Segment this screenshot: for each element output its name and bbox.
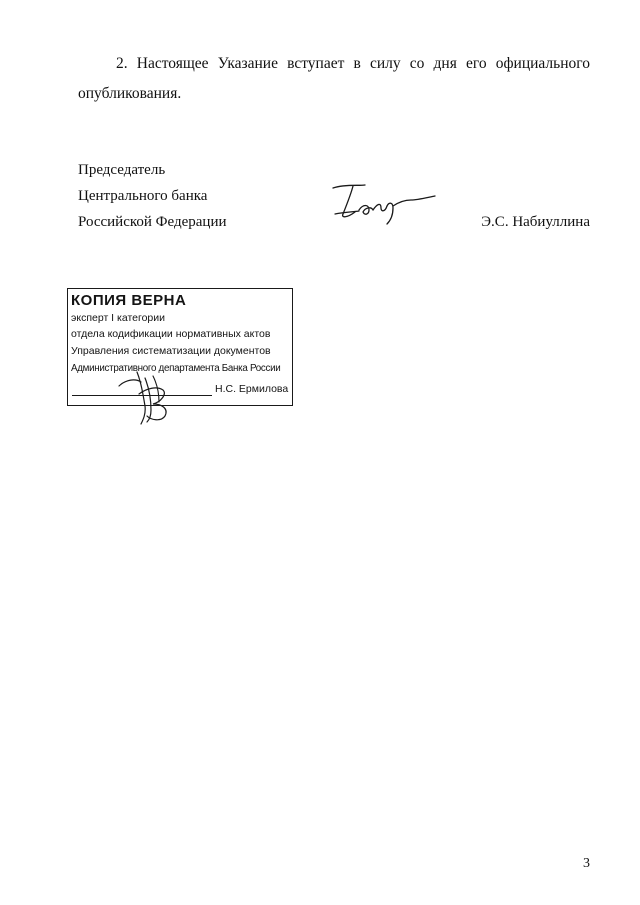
paragraph-2-line-2: опубликования. — [78, 85, 182, 102]
stamp-line-2: отдела кодификации нормативных актов — [71, 328, 271, 340]
handwritten-signature — [325, 176, 445, 232]
signer-position-line-3: Российской Федерации — [78, 214, 227, 230]
stamp-handwritten-signature — [115, 358, 185, 428]
signer-name: Э.С. Набиуллина — [481, 214, 590, 230]
page-number: 3 — [583, 856, 590, 871]
stamp-title: КОПИЯ ВЕРНА — [71, 292, 187, 309]
signer-position-line-2: Центрального банка — [78, 188, 208, 204]
stamp-line-3: Управления систематизации документов — [71, 345, 271, 357]
stamp-line-1: эксперт I категории — [71, 312, 165, 324]
stamp-line-4: Административного департамента Банка России — [71, 363, 281, 374]
paragraph-2-line-1: 2. Настоящее Указание вступает в силу со дня его официального — [116, 55, 590, 72]
stamp-signer-name: Н.С. Ермилова — [215, 383, 289, 395]
signer-position-line-1: Председатель — [78, 162, 166, 178]
